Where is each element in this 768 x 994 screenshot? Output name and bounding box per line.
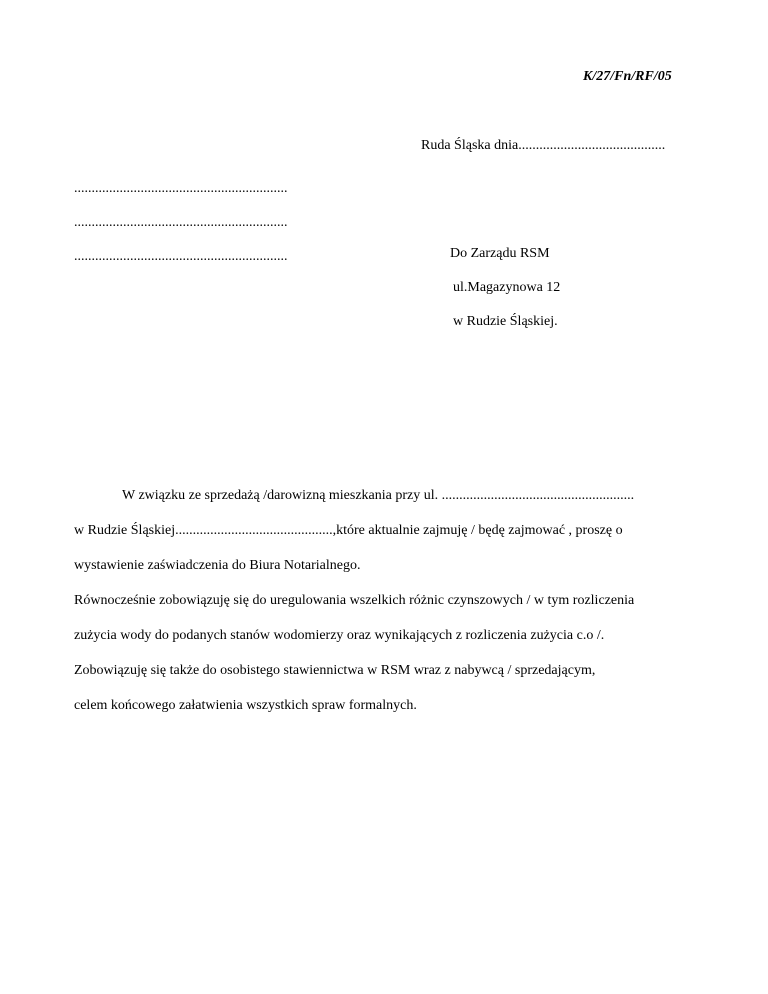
sender-line-1: ............................................................. [74,181,288,196]
body-line-1: W związku ze sprzedażą /darowizną mieszkania przy ul. ....................................................... [122,488,635,503]
place-date-line: Ruda Śląska dnia.......................................... [421,138,666,153]
body-line-4: Równocześnie zobowiązuję się do uregulowania wszelkich różnic czynszowych / w tym rozliczenia [74,593,635,608]
body-line-3: wystawienie zaświadczenia do Biura Notarialnego. [74,558,361,573]
addressee-city: w Rudzie Śląskiej. [453,314,558,329]
body-line-2: w Rudzie Śląskiej.............................................,które aktualnie zajmuję / będę zajmować , proszę o [74,523,623,538]
body-line-5: zużycia wody do podanych stanów wodomierzy oraz wynikających z rozliczenia zużycia c.o /. [74,628,605,643]
body-line-6: Zobowiązuję się także do osobistego stawiennictwa w RSM wraz z nabywcą / sprzedającym, [74,663,596,678]
sender-line-2: ............................................................. [74,215,288,230]
sender-line-3: ............................................................. [74,249,288,264]
body-line-7: celem końcowego załatwienia wszystkich spraw formalnych. [74,698,417,713]
document-code: K/27/Fn/RF/05 [583,69,672,84]
letter-body [74,487,714,732]
addressee-street: ul.Magazynowa 12 [453,280,561,295]
addressee-name: Do Zarządu RSM [450,246,550,261]
